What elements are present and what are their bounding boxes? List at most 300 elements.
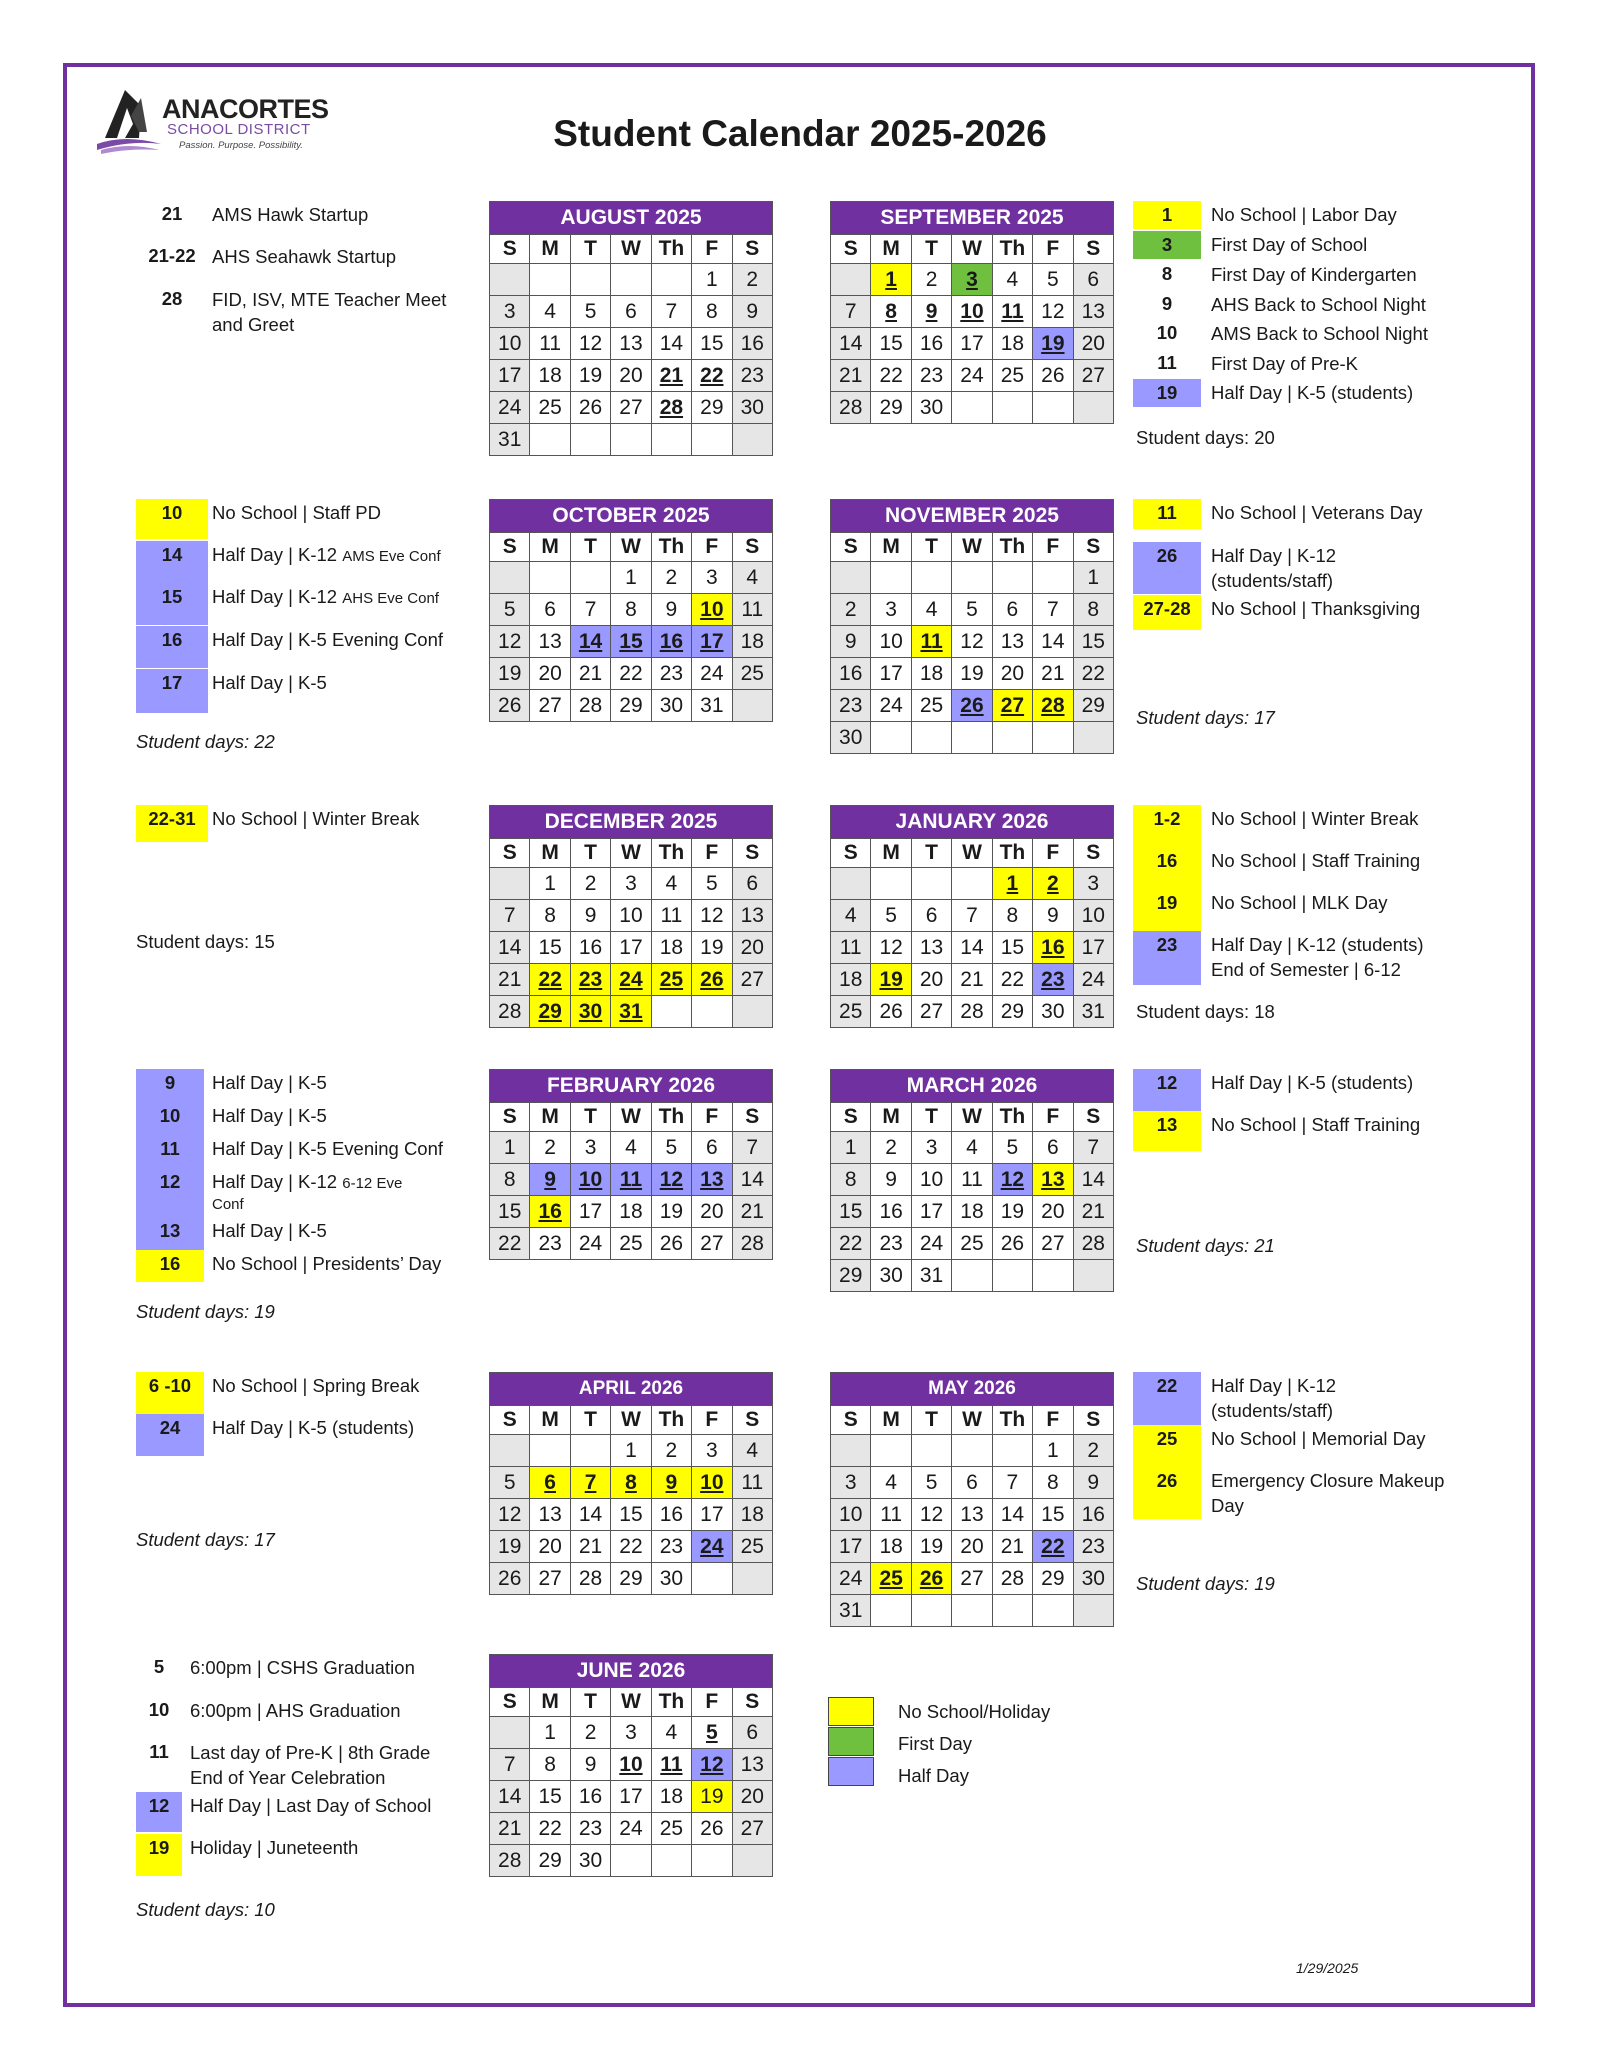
day-cell: 5 xyxy=(490,594,530,626)
student-days-november: Student days: 17 xyxy=(1136,707,1275,728)
weekday-header: F xyxy=(692,235,732,264)
weekday-header: S xyxy=(490,1406,530,1435)
day-cell: 17 xyxy=(911,1196,951,1228)
logo-tagline: Passion. Purpose. Possibility. xyxy=(179,140,303,151)
weekday-header: S xyxy=(490,1103,530,1132)
day-cell: 28 xyxy=(992,1563,1032,1595)
weekday-header: Th xyxy=(992,1103,1032,1132)
day-cell: 11 xyxy=(871,1499,911,1531)
day-cell: 1 xyxy=(992,868,1032,900)
day-cell: 17 xyxy=(692,1499,732,1531)
day-cell: 18 xyxy=(732,1499,772,1531)
day-cell: 28 xyxy=(570,690,610,722)
day-cell: 13 xyxy=(732,1749,772,1781)
empty-cell xyxy=(1033,1595,1073,1627)
student-days-october: Student days: 22 xyxy=(136,731,275,752)
day-cell: 20 xyxy=(530,1531,570,1563)
day-cell: 23 xyxy=(732,360,772,392)
weekday-header: T xyxy=(570,235,610,264)
empty-cell xyxy=(1073,392,1113,424)
day-cell: 17 xyxy=(692,626,732,658)
day-cell: 19 xyxy=(952,658,992,690)
day-cell: 6 xyxy=(1033,1132,1073,1164)
empty-cell xyxy=(490,868,530,900)
day-cell: 16 xyxy=(831,658,871,690)
day-cell: 7 xyxy=(1033,594,1073,626)
day-cell: 20 xyxy=(1033,1196,1073,1228)
event-date: 10 xyxy=(148,1699,170,1720)
day-cell: 8 xyxy=(831,1164,871,1196)
day-cell: 28 xyxy=(490,996,530,1028)
day-cell: 16 xyxy=(1073,1499,1113,1531)
event-description: No School | Thanksgiving xyxy=(1211,598,1421,619)
day-cell: 18 xyxy=(651,932,691,964)
weekday-header: S xyxy=(732,839,772,868)
day-cell: 25 xyxy=(831,996,871,1028)
day-cell: 22 xyxy=(611,658,651,690)
month-header: MARCH 2026 xyxy=(831,1070,1114,1103)
empty-cell xyxy=(952,392,992,424)
empty-cell xyxy=(992,392,1032,424)
day-cell: 10 xyxy=(490,328,530,360)
event-description: No School | Spring Break xyxy=(212,1375,420,1396)
day-cell: 23 xyxy=(831,690,871,722)
day-cell: 12 xyxy=(911,1499,951,1531)
weekday-header: T xyxy=(911,839,951,868)
day-cell: 6 xyxy=(692,1132,732,1164)
day-cell: 1 xyxy=(530,868,570,900)
event-date: 27-28 xyxy=(1133,595,1201,630)
day-cell: 12 xyxy=(570,328,610,360)
empty-cell xyxy=(1073,1260,1113,1292)
empty-cell xyxy=(911,562,951,594)
day-cell: 20 xyxy=(952,1531,992,1563)
event-date: 19 xyxy=(1133,379,1201,407)
day-cell: 9 xyxy=(911,296,951,328)
day-cell: 4 xyxy=(992,264,1032,296)
empty-cell xyxy=(831,1435,871,1467)
day-cell: 9 xyxy=(651,1467,691,1499)
event-date: 16 xyxy=(1133,847,1201,889)
weekday-header: Th xyxy=(992,839,1032,868)
day-cell: 19 xyxy=(692,932,732,964)
day-cell: 23 xyxy=(871,1228,911,1260)
day-cell: 23 xyxy=(1033,964,1073,996)
day-cell: 14 xyxy=(651,328,691,360)
month-header: JUNE 2026 xyxy=(490,1655,773,1688)
empty-cell xyxy=(611,1845,651,1877)
event-date: 26 xyxy=(1133,1467,1201,1519)
event-date: 19 xyxy=(1133,889,1201,931)
day-cell: 1 xyxy=(530,1717,570,1749)
empty-cell xyxy=(952,1260,992,1292)
event-description: AHS Seahawk Startup xyxy=(212,246,397,267)
empty-cell xyxy=(651,1845,691,1877)
day-cell: 1 xyxy=(490,1132,530,1164)
weekday-header: S xyxy=(490,235,530,264)
day-cell: 14 xyxy=(831,328,871,360)
day-cell: 13 xyxy=(732,900,772,932)
empty-cell xyxy=(992,722,1032,754)
day-cell: 10 xyxy=(570,1164,610,1196)
day-cell: 19 xyxy=(911,1531,951,1563)
day-cell: 11 xyxy=(952,1164,992,1196)
day-cell: 26 xyxy=(490,690,530,722)
empty-cell xyxy=(992,1435,1032,1467)
weekday-header: S xyxy=(732,1406,772,1435)
event-date: 14 xyxy=(136,541,208,583)
weekday-header: S xyxy=(490,533,530,562)
day-cell: 4 xyxy=(611,1132,651,1164)
day-cell: 12 xyxy=(952,626,992,658)
day-cell: 7 xyxy=(732,1132,772,1164)
empty-cell xyxy=(490,1717,530,1749)
day-cell: 1 xyxy=(1073,562,1113,594)
event-description: Half Day | K-5 Evening Conf xyxy=(212,629,444,650)
event-description: Half Day | K-5 xyxy=(212,1220,327,1241)
weekday-header: S xyxy=(1073,533,1113,562)
day-cell: 17 xyxy=(611,932,651,964)
event-description: No School | Staff Training xyxy=(1211,850,1421,871)
empty-cell xyxy=(911,868,951,900)
day-cell: 28 xyxy=(1073,1228,1113,1260)
day-cell: 11 xyxy=(611,1164,651,1196)
day-cell: 19 xyxy=(692,1781,732,1813)
day-cell: 7 xyxy=(651,296,691,328)
day-cell: 2 xyxy=(530,1132,570,1164)
day-cell: 1 xyxy=(611,1435,651,1467)
empty-cell xyxy=(992,1595,1032,1627)
day-cell: 18 xyxy=(871,1531,911,1563)
event-description: No School | Memorial Day xyxy=(1211,1428,1426,1449)
empty-cell xyxy=(611,424,651,456)
day-cell: 21 xyxy=(570,658,610,690)
day-cell: 11 xyxy=(732,594,772,626)
day-cell: 8 xyxy=(1033,1467,1073,1499)
weekday-header: M xyxy=(871,533,911,562)
empty-cell xyxy=(692,1563,732,1595)
calendar-may-2026 xyxy=(830,1372,1114,1627)
student-days-december: Student days: 15 xyxy=(136,931,275,952)
day-cell: 7 xyxy=(831,296,871,328)
day-cell: 26 xyxy=(992,1228,1032,1260)
event-date: 22-31 xyxy=(136,805,208,842)
page-title: Student Calendar 2025-2026 xyxy=(553,113,1047,154)
event-date: 17 xyxy=(136,669,208,713)
day-cell: 11 xyxy=(831,932,871,964)
event-date: 21-22 xyxy=(148,245,196,266)
day-cell: 28 xyxy=(952,996,992,1028)
weekday-header: T xyxy=(570,1103,610,1132)
empty-cell xyxy=(1033,562,1073,594)
event-date: 1 xyxy=(1133,201,1201,229)
day-cell: 7 xyxy=(992,1467,1032,1499)
legend-swatch-half-day xyxy=(828,1757,874,1786)
event-date: 11 xyxy=(1133,499,1201,529)
day-cell: 8 xyxy=(871,296,911,328)
empty-cell xyxy=(530,424,570,456)
day-cell: 5 xyxy=(490,1467,530,1499)
empty-cell xyxy=(530,264,570,296)
day-cell: 1 xyxy=(1033,1435,1073,1467)
event-description: Half Day | K-12 (students/staff) xyxy=(1211,1375,1337,1421)
event-date: 6 -10 xyxy=(136,1372,204,1414)
day-cell: 7 xyxy=(1073,1132,1113,1164)
weekday-header: S xyxy=(732,235,772,264)
calendar-november-2025 xyxy=(830,499,1114,754)
event-date: 25 xyxy=(1133,1425,1201,1467)
day-cell: 8 xyxy=(692,296,732,328)
month-header: DECEMBER 2025 xyxy=(490,806,773,839)
day-cell: 23 xyxy=(651,658,691,690)
empty-cell xyxy=(952,1435,992,1467)
day-cell: 28 xyxy=(651,392,691,424)
day-cell: 3 xyxy=(1073,868,1113,900)
empty-cell xyxy=(1033,722,1073,754)
weekday-header: Th xyxy=(992,1406,1032,1435)
day-cell: 28 xyxy=(490,1845,530,1877)
day-cell: 27 xyxy=(530,1563,570,1595)
day-cell: 25 xyxy=(911,690,951,722)
day-cell: 10 xyxy=(871,626,911,658)
day-cell: 10 xyxy=(611,1749,651,1781)
day-cell: 20 xyxy=(992,658,1032,690)
day-cell: 24 xyxy=(692,658,732,690)
month-header: AUGUST 2025 xyxy=(490,202,773,235)
day-cell: 15 xyxy=(1033,1499,1073,1531)
event-date: 28 xyxy=(161,288,183,309)
event-description: Half Day | K-12 6-12 Eve Conf xyxy=(212,1171,403,1213)
day-cell: 26 xyxy=(692,964,732,996)
day-cell: 2 xyxy=(1033,868,1073,900)
day-cell: 9 xyxy=(1033,900,1073,932)
day-cell: 18 xyxy=(611,1196,651,1228)
event-date: 11 xyxy=(149,1741,169,1762)
student-days-march: Student days: 21 xyxy=(1136,1235,1275,1256)
day-cell: 28 xyxy=(570,1563,610,1595)
weekday-header: F xyxy=(1033,1406,1073,1435)
event-date: 21 xyxy=(161,203,183,224)
event-description: No School | Winter Break xyxy=(212,808,420,829)
event-description: Half Day | K-5 (students) xyxy=(1211,1072,1414,1093)
empty-cell xyxy=(1033,392,1073,424)
day-cell: 14 xyxy=(952,932,992,964)
weekday-header: S xyxy=(732,1103,772,1132)
empty-cell xyxy=(911,722,951,754)
weekday-header: S xyxy=(1073,1406,1113,1435)
weekday-header: Th xyxy=(651,1406,691,1435)
day-cell: 29 xyxy=(992,996,1032,1028)
day-cell: 20 xyxy=(911,964,951,996)
event-description: AMS Back to School Night xyxy=(1211,323,1428,344)
day-cell: 16 xyxy=(1033,932,1073,964)
day-cell: 21 xyxy=(490,964,530,996)
empty-cell xyxy=(490,264,530,296)
calendar-september-2025 xyxy=(830,201,1114,424)
empty-cell xyxy=(651,996,691,1028)
day-cell: 15 xyxy=(611,1499,651,1531)
day-cell: 25 xyxy=(952,1228,992,1260)
day-cell: 8 xyxy=(611,1467,651,1499)
day-cell: 17 xyxy=(490,360,530,392)
event-description: No School | Winter Break xyxy=(1211,808,1419,829)
day-cell: 12 xyxy=(651,1164,691,1196)
event-date: 11 xyxy=(136,1135,204,1168)
weekday-header: S xyxy=(732,533,772,562)
day-cell: 18 xyxy=(651,1781,691,1813)
day-cell: 4 xyxy=(952,1132,992,1164)
calendar-august-2025 xyxy=(489,201,773,456)
day-cell: 9 xyxy=(831,626,871,658)
day-cell: 27 xyxy=(1073,360,1113,392)
weekday-header: W xyxy=(952,235,992,264)
day-cell: 29 xyxy=(871,392,911,424)
day-cell: 8 xyxy=(1073,594,1113,626)
day-cell: 19 xyxy=(871,964,911,996)
day-cell: 10 xyxy=(831,1499,871,1531)
day-cell: 26 xyxy=(1033,360,1073,392)
event-description: FID, ISV, MTE Teacher Meet and Greet xyxy=(212,289,447,335)
calendar-march-2026 xyxy=(830,1069,1114,1292)
day-cell: 16 xyxy=(570,932,610,964)
weekday-header: S xyxy=(831,1103,871,1132)
day-cell: 25 xyxy=(871,1563,911,1595)
day-cell: 21 xyxy=(992,1531,1032,1563)
event-description: First Day of School xyxy=(1211,234,1368,255)
day-cell: 2 xyxy=(732,264,772,296)
day-cell: 13 xyxy=(692,1164,732,1196)
event-description: 6:00pm | AHS Graduation xyxy=(190,1700,401,1721)
day-cell: 21 xyxy=(831,360,871,392)
day-cell: 7 xyxy=(490,1749,530,1781)
day-cell: 6 xyxy=(911,900,951,932)
legend-swatch-no-school xyxy=(828,1697,874,1726)
month-header: OCTOBER 2025 xyxy=(490,500,773,533)
event-description: Last day of Pre-K | 8th Grade End of Year Celebration xyxy=(190,1742,431,1788)
weekday-header: F xyxy=(692,1406,732,1435)
student-days-april: Student days: 17 xyxy=(136,1529,275,1550)
weekday-header: M xyxy=(530,533,570,562)
day-cell: 30 xyxy=(831,722,871,754)
day-cell: 12 xyxy=(490,1499,530,1531)
weekday-header: M xyxy=(530,235,570,264)
day-cell: 23 xyxy=(911,360,951,392)
day-cell: 9 xyxy=(530,1164,570,1196)
day-cell: 18 xyxy=(992,328,1032,360)
day-cell: 27 xyxy=(611,392,651,424)
day-cell: 29 xyxy=(530,1845,570,1877)
day-cell: 15 xyxy=(530,1781,570,1813)
event-date: 16 xyxy=(136,1250,204,1282)
day-cell: 23 xyxy=(1073,1531,1113,1563)
student-days-january: Student days: 18 xyxy=(1136,1001,1275,1022)
event-description: No School | Staff PD xyxy=(212,502,381,523)
weekday-header: T xyxy=(911,235,951,264)
day-cell: 2 xyxy=(651,1435,691,1467)
day-cell: 29 xyxy=(1073,690,1113,722)
day-cell: 4 xyxy=(871,1467,911,1499)
day-cell: 30 xyxy=(871,1260,911,1292)
day-cell: 1 xyxy=(692,264,732,296)
empty-cell xyxy=(570,562,610,594)
day-cell: 18 xyxy=(952,1196,992,1228)
day-cell: 24 xyxy=(570,1228,610,1260)
weekday-header: W xyxy=(952,1103,992,1132)
weekday-header: S xyxy=(831,839,871,868)
day-cell: 30 xyxy=(911,392,951,424)
day-cell: 15 xyxy=(692,328,732,360)
day-cell: 16 xyxy=(651,626,691,658)
day-cell: 16 xyxy=(732,328,772,360)
day-cell: 1 xyxy=(831,1132,871,1164)
empty-cell xyxy=(831,264,871,296)
weekday-header: W xyxy=(611,1103,651,1132)
event-description: Half Day | K-5 Evening Conf xyxy=(212,1138,444,1159)
day-cell: 15 xyxy=(611,626,651,658)
day-cell: 30 xyxy=(651,1563,691,1595)
event-date: 15 xyxy=(136,583,208,625)
day-cell: 2 xyxy=(831,594,871,626)
event-date: 3 xyxy=(1133,231,1201,259)
event-description: AHS Back to School Night xyxy=(1211,294,1426,315)
day-cell: 6 xyxy=(611,296,651,328)
weekday-header: F xyxy=(692,839,732,868)
day-cell: 9 xyxy=(651,594,691,626)
day-cell: 25 xyxy=(530,392,570,424)
day-cell: 13 xyxy=(530,1499,570,1531)
day-cell: 20 xyxy=(1073,328,1113,360)
event-description: Half Day | K-5 xyxy=(212,1072,327,1093)
event-description: Half Day | K-12 (students/staff) xyxy=(1211,545,1337,591)
day-cell: 24 xyxy=(611,964,651,996)
weekday-header: M xyxy=(530,839,570,868)
day-cell: 27 xyxy=(692,1228,732,1260)
event-date: 13 xyxy=(1133,1111,1201,1151)
day-cell: 22 xyxy=(992,964,1032,996)
day-cell: 31 xyxy=(831,1595,871,1627)
day-cell: 13 xyxy=(530,626,570,658)
day-cell: 4 xyxy=(831,900,871,932)
day-cell: 20 xyxy=(732,1781,772,1813)
event-description: Holiday | Juneteenth xyxy=(190,1837,359,1858)
day-cell: 6 xyxy=(1073,264,1113,296)
day-cell: 3 xyxy=(611,868,651,900)
day-cell: 12 xyxy=(490,626,530,658)
empty-cell xyxy=(570,1435,610,1467)
day-cell: 11 xyxy=(651,1749,691,1781)
event-date: 22 xyxy=(1133,1372,1201,1425)
empty-cell xyxy=(1033,1260,1073,1292)
day-cell: 21 xyxy=(651,360,691,392)
day-cell: 5 xyxy=(692,1717,732,1749)
day-cell: 12 xyxy=(871,932,911,964)
day-cell: 18 xyxy=(831,964,871,996)
weekday-header: T xyxy=(570,839,610,868)
day-cell: 5 xyxy=(692,868,732,900)
weekday-header: T xyxy=(570,1406,610,1435)
weekday-header: S xyxy=(490,1688,530,1717)
weekday-header: W xyxy=(611,533,651,562)
day-cell: 10 xyxy=(692,1467,732,1499)
day-cell: 30 xyxy=(651,690,691,722)
day-cell: 8 xyxy=(611,594,651,626)
day-cell: 13 xyxy=(611,328,651,360)
event-description: Half Day | Last Day of School xyxy=(190,1795,432,1816)
day-cell: 19 xyxy=(651,1196,691,1228)
day-cell: 22 xyxy=(1033,1531,1073,1563)
day-cell: 26 xyxy=(692,1813,732,1845)
calendar-december-2025 xyxy=(489,805,773,1028)
